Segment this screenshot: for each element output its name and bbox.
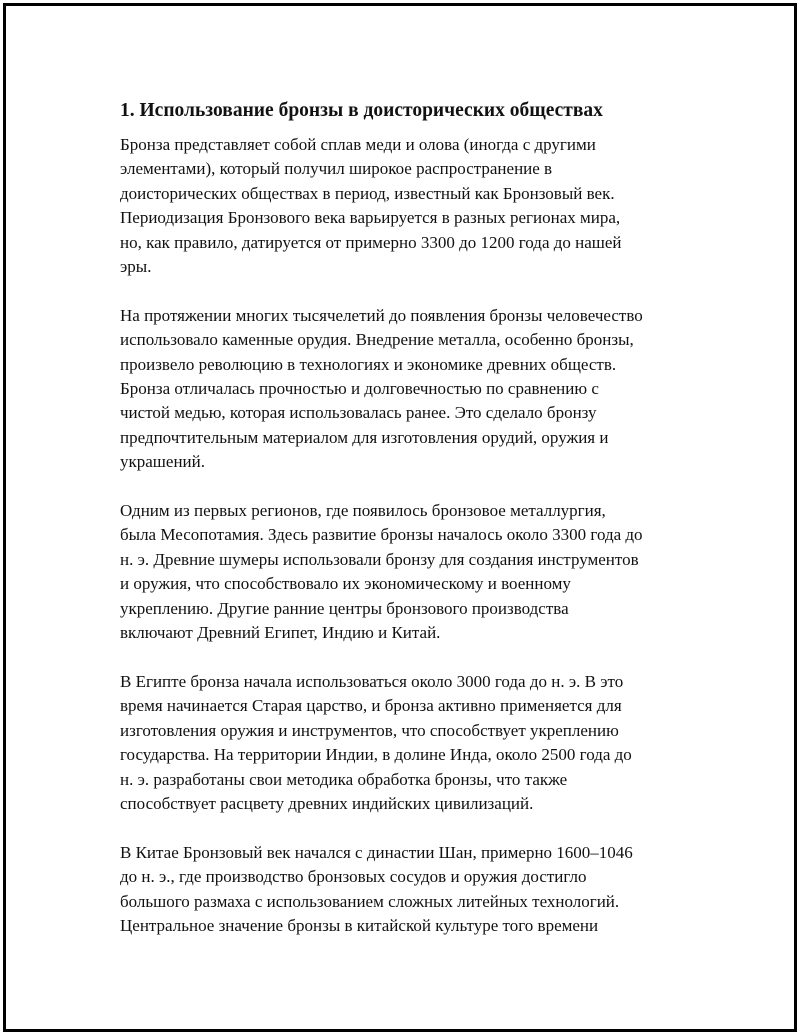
text-line: до н. э., где производство бронзовых сосудов и оружия достигло: [120, 867, 587, 887]
document-body: [120, 98, 700, 963]
text-line: включают Древний Египет, Индию и Китай.: [120, 623, 441, 643]
paragraph: [120, 841, 700, 939]
text-line: В Китае Бронзовый век начался с династии Шан, примерно 1600–1046: [120, 842, 633, 862]
text-line: использовало каменные орудия. Внедрение металла, особенно бронзы,: [120, 330, 634, 350]
paragraph: [120, 304, 700, 475]
text-line: была Месопотамия. Здесь развитие бронзы началось около 3300 года до: [120, 525, 643, 545]
text-line: способствует расцвету древних индийских цивилизаций.: [120, 793, 534, 813]
text-line: но, как правило, датируется от примерно 3300 до 1200 года до нашей: [120, 232, 622, 252]
paragraph: [120, 670, 700, 816]
text-line: На протяжении многих тысячелетий до появления бронзы человечество: [120, 305, 643, 325]
text-line: В Египте бронза начала использоваться около 3000 года до н. э. В это: [120, 671, 624, 691]
paragraph: [120, 499, 700, 645]
text-line: большого размаха с использованием сложных литейных технологий.: [120, 891, 620, 911]
text-line: Центральное значение бронзы в китайской культуре того времени: [120, 915, 599, 935]
text-line: Бронза представляет собой сплав меди и олова (иногда с другими: [120, 135, 596, 154]
text-line: время начинается Старая царство, и бронза активно применяется для: [120, 696, 622, 716]
text-line: элементами), который получил широкое распространение в: [120, 159, 553, 179]
text-line: Бронза отличалась прочностью и долговечностью по сравнению с: [120, 379, 599, 399]
text-line: изготовления оружия и инструментов, что способствует укреплению: [120, 720, 619, 740]
text-line: эры.: [120, 257, 152, 277]
text-line: произвело революцию в технологиях и экономике древних обществ.: [120, 354, 617, 374]
section-heading: 1. Использование бронзы в доисторических обществах: [120, 100, 603, 121]
text-line: н. э. разработаны свои методика обработка бронзы, что также: [120, 769, 568, 789]
text-line: украшений.: [120, 452, 205, 472]
text-line: и оружия, что способствовало их экономическому и военному: [120, 574, 571, 594]
text-line: н. э. Древние шумеры использовали бронзу для создания инструментов: [120, 549, 639, 569]
page-frame: [3, 3, 797, 1032]
text-line: предпочтительным материалом для изготовления орудий, оружия и: [120, 427, 609, 447]
text-line: Периодизация Бронзового века варьируется в разных регионах мира,: [120, 208, 621, 228]
text-line: чистой медью, которая использовалась ранее. Это сделало бронзу: [120, 403, 597, 423]
text-line: Одним из первых регионов, где появилось бронзовое металлургия,: [120, 501, 606, 521]
paragraph: [120, 133, 700, 279]
text-line: укреплению. Другие ранние центры бронзового производства: [120, 598, 569, 618]
text-line: государства. На территории Индии, в долине Инда, около 2500 года до: [120, 745, 632, 765]
text-line: доисторических обществах в период, известный как Бронзовый век.: [120, 183, 615, 203]
